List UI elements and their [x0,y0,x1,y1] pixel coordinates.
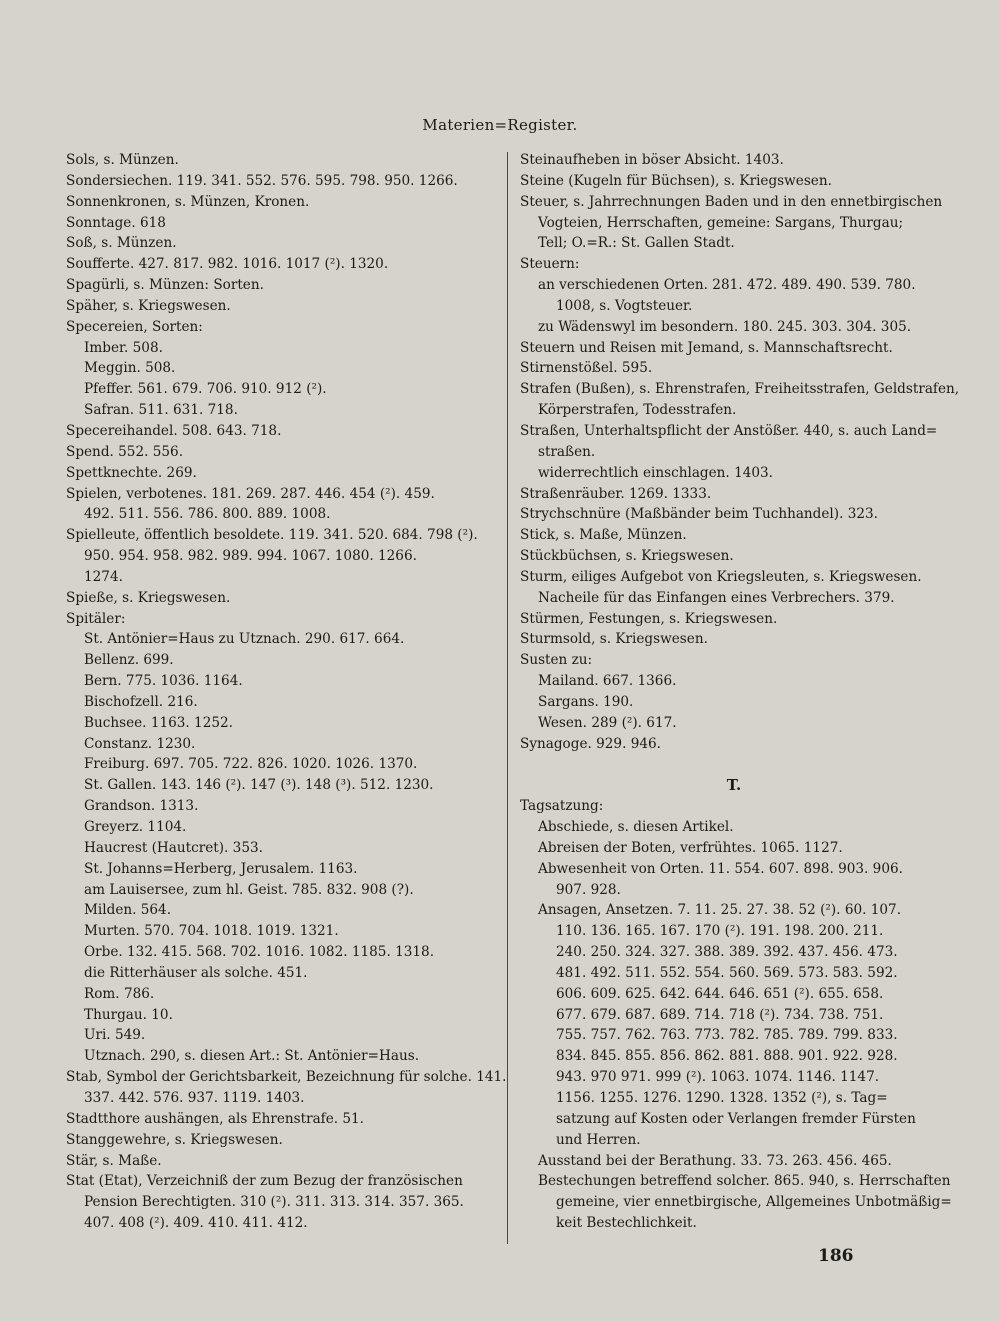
index-entry: St. Gallen. 143. 146 (²). 147 (³). 148 (³). 512. 1230. [84,777,434,794]
index-entry: Tagsatzung: [520,798,604,815]
index-entry: straßen. [538,443,596,460]
index-entry: Sols, s. Münzen. [66,152,179,168]
index-entry: Bellenz. 699. [84,652,174,669]
index-entry: Spielleute, öffentlich besoldete. 119. 341. 520. 684. 798 (²). [66,527,478,544]
index-entry: Spend. 552. 556. [66,443,184,460]
index-entry: Susten zu: [520,652,593,669]
index-entry: Sturm, eiliges Aufgebot von Kriegsleuten, s. Kriegswesen. [520,568,922,585]
index-entry: 481. 492. 511. 552. 554. 560. 569. 573. 583. 592. [556,964,898,981]
index-entry: Steuer, s. Jahrrechnungen Baden und in den ennetbirgischen [520,193,943,210]
index-entry: Freiburg. 697. 705. 722. 826. 1020. 1026. 1370. [84,756,418,773]
index-entry: Buchsee. 1163. 1252. [84,714,233,731]
index-entry: 337. 442. 576. 937. 1119. 1403. [84,1089,305,1106]
index-entry: Sonntage. 618 [66,214,166,231]
index-entry: Spielen, verbotenes. 181. 269. 287. 446. 454 (²). 459. [66,485,435,502]
index-entry: Tell; O.=R.: St. Gallen Stadt. [538,235,735,252]
index-entry: Rom. 786. [84,985,155,1002]
index-entry: Synagoge. 929. 946. [520,735,661,752]
index-entry: Grandson. 1313. [84,798,199,815]
index-entry: Sonnenkronen, s. Münzen, Kronen. [66,193,310,210]
left-column [66,150,507,1234]
index-entry: St. Antönier=Haus zu Utznach. 290. 617. 664. [84,631,405,648]
index-entry: Thurgau. 10. [84,1006,173,1023]
index-entry: keit Bestechlichkeit. [556,1215,697,1232]
index-entry: zu Wädenswyl im besondern. 180. 245. 303. 304. 305. [538,318,912,335]
index-entry: Abwesenheit von Orten. 11. 554. 607. 898. 903. 906. [538,860,903,877]
index-entry: 1156. 1255. 1276. 1290. 1328. 1352 (²), s. Tag= [556,1089,888,1106]
index-entry: Stab, Symbol der Gerichtsbarkeit, Bezeichnung für solche. 141. [66,1069,507,1086]
index-entry: Greyerz. 1104. [84,819,187,835]
index-entry [520,754,948,775]
index-entry: widerrechtlich einschlagen. 1403. [538,464,773,481]
index-entry: die Ritterhäuser als solche. 451. [84,964,308,981]
index-entry: Soß, s. Münzen. [66,235,177,252]
index-entry: Spitäler: [66,610,126,627]
index-entry: Strafen (Bußen), s. Ehrenstrafen, Freiheitsstrafen, Geldstrafen, [520,381,960,398]
index-entry: Stick, s. Maße, Münzen. [520,527,687,544]
index-entry: Stürmen, Festungen, s. Kriegswesen. [520,610,778,627]
index-entry: Stadtthore aushängen, als Ehrenstrafe. 51. [66,1110,365,1127]
index-entry: satzung auf Kosten oder Verlangen fremder Fürsten [556,1110,916,1127]
index-entry: Bischofzell. 216. [84,693,198,710]
column-divider [507,152,508,1244]
index-entry: Spettknechte. 269. [66,464,197,481]
index-entry: Pfeffer. 561. 679. 706. 910. 912 (²). [84,381,327,398]
index-entry: Straßenräuber. 1269. 1333. [520,485,712,502]
section-letter: T. [726,776,742,795]
index-entry: Nacheile für das Einfangen eines Verbrechers. 379. [538,589,895,606]
index-entry: 1008, s. Vogtsteuer. [556,297,693,314]
index-entry: Mailand. 667. 1366. [538,673,677,690]
index-entry: 240. 250. 324. 327. 388. 389. 392. 437. 456. 473. [556,944,898,961]
index-entry: 1274. [84,568,123,585]
right-column [520,150,960,1234]
index-entry: Meggin. 508. [84,360,176,377]
index-entry: Ausstand bei der Berathung. 33. 73. 263. 456. 465. [538,1152,892,1169]
index-entry: Vogteien, Herrschaften, gemeine: Sargans, Thurgau; [538,214,904,231]
index-entry: Abschiede, s. diesen Artikel. [538,819,734,835]
index-entry: 110. 136. 165. 167. 170 (²). 191. 198. 200. 211. [556,923,884,940]
index-entry: an verschiedenen Orten. 281. 472. 489. 490. 539. 780. [538,277,916,294]
index-entry: St. Johanns=Herberg, Jerusalem. 1163. [84,860,358,877]
index-entry: Bern. 775. 1036. 1164. [84,673,243,690]
index-entry: 755. 757. 762. 763. 773. 782. 785. 789. 799. 833. [556,1027,898,1044]
index-entry: Uri. 549. [84,1027,146,1044]
index-entry: und Herren. [556,1131,641,1148]
page-header: Materien=Register. [422,116,578,134]
index-entry: Utznach. 290, s. diesen Art.: St. Antönier=Haus. [84,1048,420,1065]
index-entry: Constanz. 1230. [84,735,196,752]
index-entry: 907. 928. [556,881,621,898]
index-entry: 834. 845. 855. 856. 862. 881. 888. 901. 922. 928. [556,1048,898,1065]
index-entry: Wesen. 289 (²). 617. [538,714,677,731]
index-entry: Sondersiechen. 119. 341. 552. 576. 595. 798. 950. 1266. [66,172,458,189]
index-entry: Strychschnüre (Maßbänder beim Tuchhandel). 323. [520,506,878,523]
index-entry: Pension Berechtigten. 310 (²). 311. 313. 314. 357. 365. [84,1194,464,1211]
index-entry: Steine (Kugeln für Büchsen), s. Kriegswesen. [520,172,832,189]
index-entry: Spagürli, s. Münzen: Sorten. [66,277,264,294]
index-entry: Orbe. 132. 415. 568. 702. 1016. 1082. 1185. 1318. [84,944,435,961]
index-entry: 943. 970 971. 999 (²). 1063. 1074. 1146. 1147. [556,1069,880,1086]
index-entry: Specereihandel. 508. 643. 718. [66,422,282,439]
index-entry: Körperstrafen, Todesstrafen. [538,402,737,419]
index-entry: 407. 408 (²). 409. 410. 411. 412. [84,1215,308,1232]
index-entry: 677. 679. 687. 689. 714. 718 (²). 734. 738. 751. [556,1006,884,1023]
index-entry: Ansagen, Ansetzen. 7. 11. 25. 27. 38. 52 (²). 60. 107. [538,902,902,919]
page-number: 186 [818,1246,854,1266]
index-entry: Stanggewehre, s. Kriegswesen. [66,1131,283,1148]
index-entry: gemeine, vier ennetbirgische, Allgemeines Unbotmäßig= [556,1194,952,1211]
index-entry: Safran. 511. 631. 718. [84,402,238,419]
index-entry: Steinaufheben in böser Absicht. 1403. [520,152,784,168]
index-entry: Stat (Etat), Verzeichniß der zum Bezug der französischen [66,1173,463,1190]
index-entry: Späher, s. Kriegswesen. [66,297,231,314]
index-entry: Sargans. 190. [538,693,634,710]
index-entry: Sturmsold, s. Kriegswesen. [520,631,708,648]
index-entry: 492. 511. 556. 786. 800. 889. 1008. [84,506,331,523]
index-entry: Bestechungen betreffend solcher. 865. 940, s. Herrschaften [538,1173,951,1190]
index-entry: Spieße, s. Kriegswesen. [66,589,231,606]
index-entry: Steuern: [520,256,580,273]
index-entry: 606. 609. 625. 642. 644. 646. 651 (²). 655. 658. [556,985,884,1002]
index-entry: 950. 954. 958. 982. 989. 994. 1067. 1080. 1266. [84,548,417,565]
index-entry: Soufferte. 427. 817. 982. 1016. 1017 (²). 1320. [66,256,389,273]
index-entry: Milden. 564. [84,902,172,919]
index-entry: Murten. 570. 704. 1018. 1019. 1321. [84,923,339,940]
index-entry: Imber. 508. [84,339,163,356]
index-entry: Stär, s. Maße. [66,1152,162,1169]
index-entry: Abreisen der Boten, verfrühtes. 1065. 1127. [538,839,843,856]
index-entry: Straßen, Unterhaltspflicht der Anstößer. 440, s. auch Land= [520,422,938,439]
index-entry: Steuern und Reisen mit Jemand, s. Mannschaftsrecht. [520,339,893,356]
index-entry: Stirnenstößel. 595. [520,360,653,377]
index-entry: am Lauisersee, zum hl. Geist. 785. 832. 908 (?). [84,881,414,898]
index-entry: Specereien, Sorten: [66,318,203,335]
index-entry: Haucrest (Hautcret). 353. [84,839,263,856]
index-entry: Stückbüchsen, s. Kriegswesen. [520,548,734,565]
